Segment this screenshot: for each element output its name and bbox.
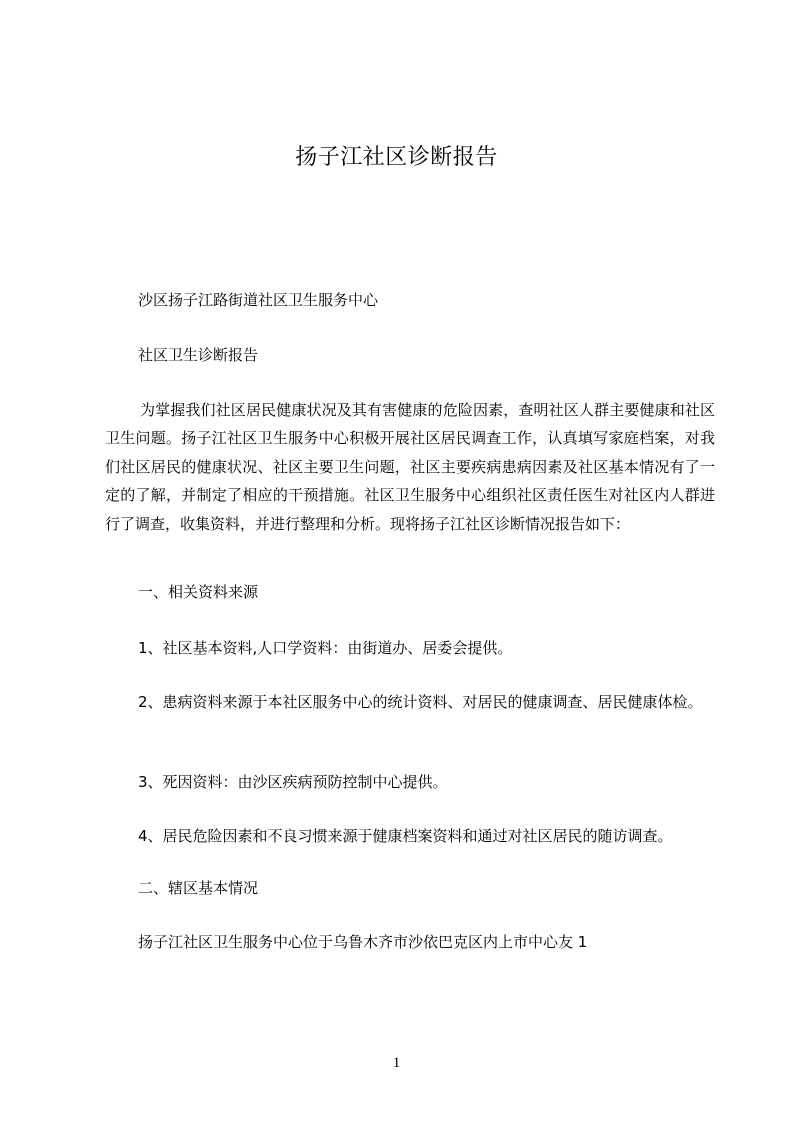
section-heading-district: 二、辖区基本情况 [138, 879, 259, 897]
source-item-1: 1、社区基本资料,人口学资料：由街道办、居委会提供。 [138, 639, 513, 657]
section-heading-sources: 一、相关资料来源 [138, 583, 259, 601]
source-item-4: 4、居民危险因素和不良习惯来源于健康档案资料和通过对社区居民的随访调查。 [138, 827, 673, 845]
district-description-line: 扬子江社区卫生服务中心位于乌鲁木齐市沙依巴克区内上市中心友 1 [138, 933, 588, 951]
intro-paragraph: 为掌握我们社区居民健康状况及其有害健康的危险因素，查明社区人群主要健康和社区卫生问题。扬子江社区卫生服务中心积极开展社区居民调查工作，认真填写家庭档案，对我们社区居民的健康状况、社区主要卫生问题，社区主要疾病患病因素及社区基本情况有了一定的了解，并制定了相应的干预措施。社区卫生服务中心组织社区责任医生对社区内人群进行了调查，收集资料，并进行整理和分析。现将扬子江社区诊断情况报告如下： [105, 401, 715, 533]
organization-line: 沙区扬子江路街道社区卫生服务中心 [138, 291, 379, 309]
page-number: 1 [392, 1055, 401, 1071]
source-item-2: 2、患病资料来源于本社区服务中心的统计资料、对居民的健康调查、居民健康体检。 [138, 693, 703, 711]
document-title: 扬子江社区诊断报告 [295, 145, 498, 170]
report-subtitle: 社区卫生诊断报告 [138, 346, 259, 364]
source-item-3: 3、死因资料：由沙区疾病预防控制中心提供。 [138, 773, 448, 791]
